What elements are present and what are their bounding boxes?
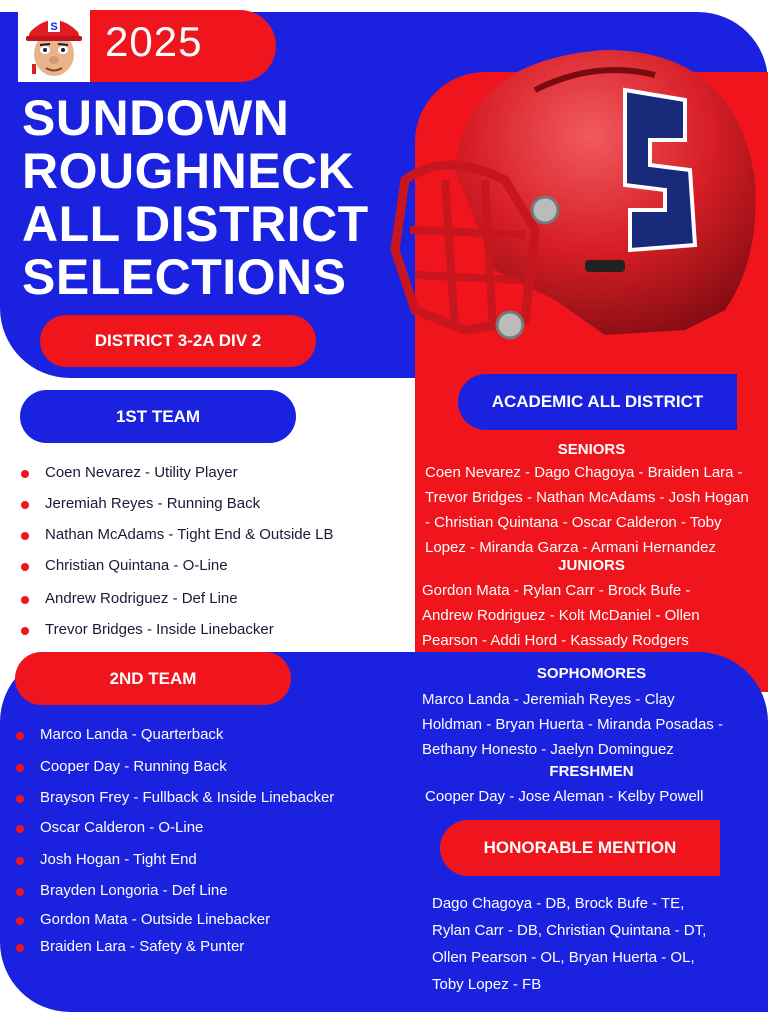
list-item: Marco Landa - Quarterback (40, 726, 224, 743)
list-line: Andrew Rodriguez - Kolt McDaniel - Ollen (422, 607, 700, 624)
honorable-mention-heading: HONORABLE MENTION (440, 820, 720, 876)
list-line: Trevor Bridges - Nathan McAdams - Josh Hogan (425, 489, 749, 506)
list-item: Andrew Rodriguez - Def Line (45, 590, 238, 607)
seniors-heading: SENIORS (557, 441, 626, 458)
district-badge: DISTRICT 3-2A DIV 2 (40, 315, 316, 367)
title-line: ROUGHNECK (22, 143, 355, 199)
list-line: Pearson - Addi Hord - Kassady Rodgers (422, 632, 689, 649)
freshmen-list (425, 784, 703, 809)
list-line: Holdman - Bryan Huerta - Miranda Posadas - (422, 716, 723, 733)
list-line: Marco Landa - Jeremiah Reyes - Clay (422, 691, 675, 708)
list-item: Josh Hogan - Tight End (40, 851, 197, 868)
second-team-heading: 2ND TEAM (15, 652, 291, 705)
list-item: Gordon Mata - Outside Linebacker (40, 911, 271, 928)
list-item: Brayson Frey - Fullback & Inside Linebacker (40, 789, 335, 806)
list-line: Dago Chagoya - DB, Brock Bufe - TE, (432, 895, 685, 912)
list-item: Jeremiah Reyes - Running Back (45, 495, 261, 512)
list-line: Coen Nevarez - Dago Chagoya - Braiden Lara - (425, 464, 743, 481)
seniors-list (425, 460, 749, 560)
list-line: Toby Lopez - FB (432, 976, 542, 993)
juniors-heading: JUNIORS (558, 557, 625, 574)
page-title (22, 92, 402, 304)
title-line: SUNDOWN (22, 90, 290, 146)
svg-text:S: S (50, 21, 58, 33)
list-item: Nathan McAdams - Tight End & Outside LB (45, 526, 334, 543)
list-line: Cooper Day - Jose Aleman - Kelby Powell (425, 788, 704, 805)
sophomores-heading: SOPHOMORES (536, 665, 647, 682)
football-helmet-icon (385, 30, 765, 360)
roughneck-mascot-icon (18, 10, 90, 82)
list-line: Rylan Carr - DB, Christian Quintana - DT, (432, 922, 707, 939)
list-line: - Christian Quintana - Oscar Calderon - Toby (425, 514, 722, 531)
list-item: Trevor Bridges - Inside Linebacker (45, 621, 274, 638)
list-line: Lopez - Miranda Garza - Armani Hernandez (425, 539, 716, 556)
list-line: Gordon Mata - Rylan Carr - Brock Bufe - (422, 582, 691, 599)
list-item: Brayden Longoria - Def Line (40, 882, 228, 899)
honorable-mention-list (432, 890, 752, 998)
freshmen-heading: FRESHMEN (549, 763, 634, 780)
academic-heading: ACADEMIC ALL DISTRICT (458, 374, 737, 430)
year-label: 2025 (105, 18, 203, 65)
list-item: Christian Quintana - O-Line (45, 557, 228, 574)
first-team-heading: 1ST TEAM (20, 390, 296, 443)
list-item: Oscar Calderon - O-Line (40, 819, 204, 836)
list-line: Bethany Honesto - Jaelyn Dominguez (422, 741, 674, 758)
list-item: Braiden Lara - Safety & Punter (40, 938, 245, 955)
title-line: ALL DISTRICT (22, 196, 369, 252)
list-line: Ollen Pearson - OL, Bryan Huerta - OL, (432, 949, 695, 966)
sophomores-list (422, 687, 723, 762)
list-item: Coen Nevarez - Utility Player (45, 464, 238, 481)
title-line: SELECTIONS (22, 249, 347, 305)
list-item: Cooper Day - Running Back (40, 758, 227, 775)
juniors-list (422, 578, 700, 653)
